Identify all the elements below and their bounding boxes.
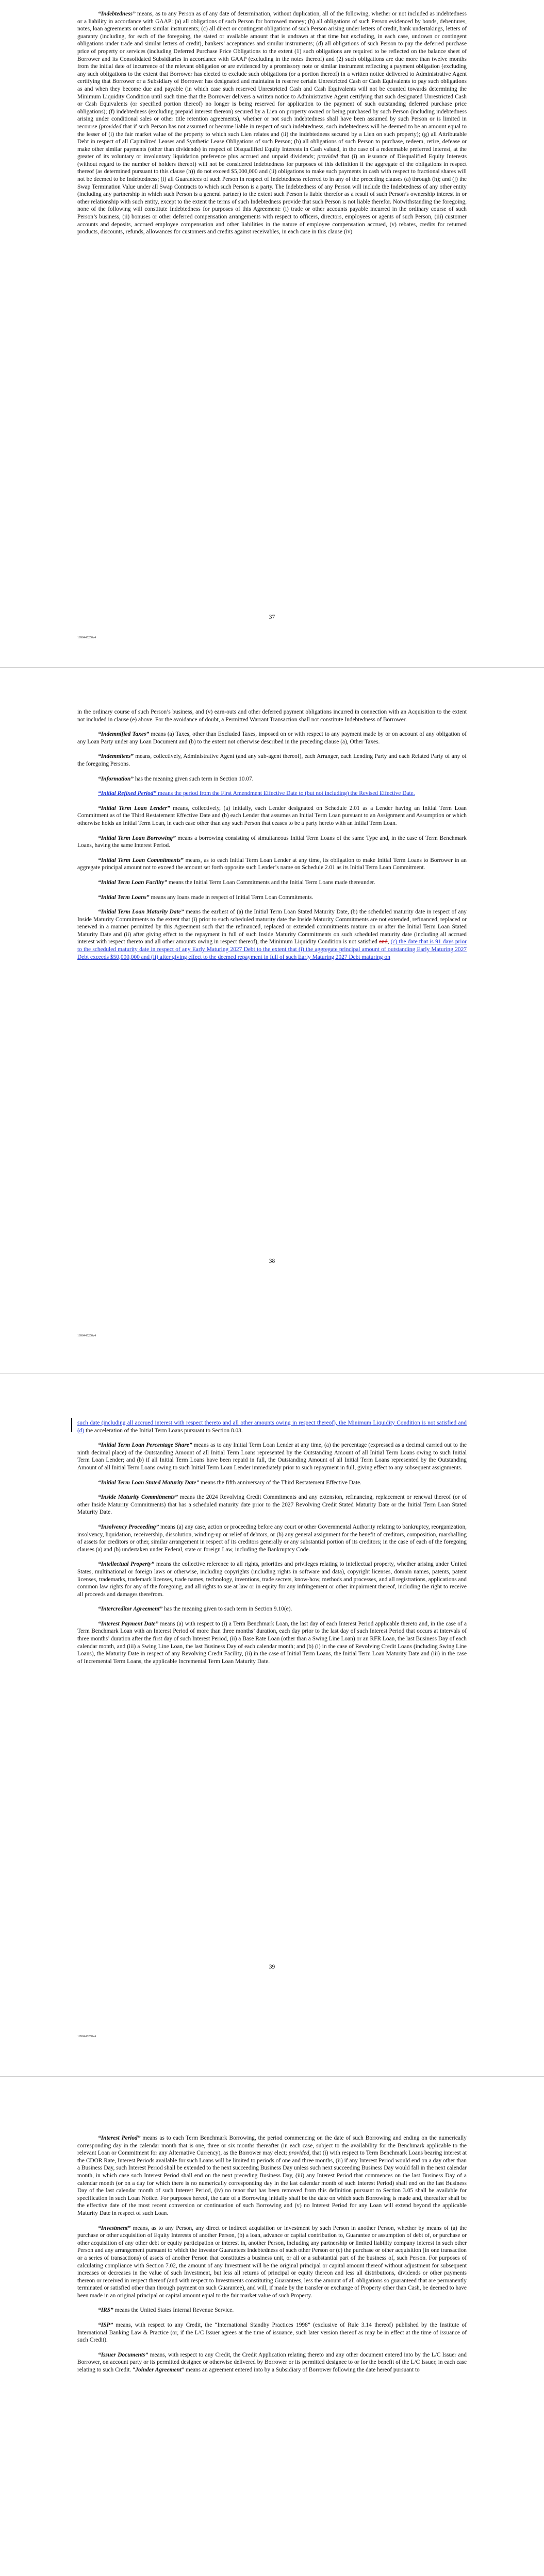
defined-term: “Investment” bbox=[98, 2225, 131, 2231]
document-id: 1990445250v4 bbox=[77, 1334, 96, 1337]
text-run: means, as to each Initial Term Loan Lender at any time, its obligation to make Initial Term Loans to Borrower in an aggregate principal amount not to exceed the amount set forth opposite such Lender’s name on Schedule 2.01 as its Initial Term Loan Commitment. bbox=[77, 857, 467, 871]
text-run: means any loans made in respect of Initial Term Loan Commitments. bbox=[149, 894, 314, 901]
defined-term: “Intercreditor Agreement” bbox=[98, 1606, 163, 1613]
paragraph bbox=[77, 1561, 467, 1598]
defined-term: “Initial Term Loan Maturity Date” bbox=[98, 909, 184, 916]
page-text bbox=[77, 1419, 467, 1672]
defined-term: “Initial Term Loan Facility” bbox=[98, 879, 168, 886]
defined-term: Joinder Agreement bbox=[135, 2367, 182, 2374]
defined-term: “Initial Term Loan Borrowing” bbox=[98, 835, 176, 841]
defined-term: “Interest Period” bbox=[98, 2135, 141, 2141]
paragraph bbox=[77, 790, 467, 798]
text-run: means the earliest of (a) the Initial Term Loan Stated Maturity Date, (b) the scheduled maturity date in respect of any Inside Maturity Commitments to the extent that (i) prior to such scheduled maturity date the Inside Maturity Commitments are not extended, refinanced, replaced or renewed in a manner permitted by this Agreement such that the refinanced, replaced or extended commitments mature on or after the Initial Term Loan Stated Maturity Date and (ii) after giving effect to the repayment in full of such Inside Maturity Commitments on such scheduled maturity date (including all accrued interest with respect thereto and all other amounts owing in respect thereof), the Minimum Liquidity Condition is not satisfied bbox=[77, 909, 467, 945]
paragraph bbox=[77, 879, 467, 887]
text-run: means, with respect to any Credit, the “International Standby Practices 1998” (exclusive of Rule 3.14 thereof) published by the Institute of International Banking Law & Practice (or, if the L/C Issuer agrees at the time of issuance, such later version thereof as may be in effect at the time of issuance of such Credit). bbox=[77, 2322, 467, 2344]
page-text bbox=[77, 708, 467, 968]
text-run: provided bbox=[288, 2150, 309, 2157]
defined-term: “Insolvency Proceeding” bbox=[98, 1523, 159, 1530]
defined-term: “Initial Term Loan Stated Maturity Date” bbox=[98, 1479, 200, 1486]
paragraph bbox=[77, 10, 467, 236]
paragraph bbox=[77, 805, 467, 827]
text-run: means, as to any Person as of any date of determination, without duplication, all of the following, whether or not included as indebtedness or a liability in accordance with GAAP: (a) all obligations of such Person for borrowed money; (b) all obligations of such Person evidenced by bonds, debentures, notes, loan agreements or other similar instruments; (c) all direct or contingent obligations of such Person arising under letters of credit, bank undertakings, letters of guaranty (including, for each of the foregoing, the stated or available amount that is undrawn at that time but excluding, in each case, undrawn or contingent obligations under trade and similar letters of credit), bankers’ acceptances and similar instruments; (d) all obligations of such Person to pay the deferred purchase price of property or services (including Deferred Purchase Price Obligations to the extent (1) such obligations are required to be reflected on the balance sheet of Borrower and its Consolidated Subsidiaries in accordance with GAAP (excluding in the notes thereof) and (2) such obligations are due more than twelve months from the initial date of incurrence of the relevant obligation or are evidenced by a promissory note or similar instrument reflecting a payment obligation (excluding any such obligations to the extent that Borrower has elected to exclude such obligations (or a portion thereof) in a written notice delivered to Administrative Agent certifying that Borrower or a Subsidiary of Borrower has designated and maintains in reserve certain Unrestricted Cash or Cash Equivalents to pay such obligations as and when they become due and payable (in which case such reserved Unrestricted Cash and Cash Equivalents will not be counted towards determining the Minimum Liquidity Condition until such time that the Borrower delivers a written notice to Administrative Agent certifying that such designated Unrestricted Cash or Cash Equivalents (or specified portion thereof) no longer is being reserved for application to the payment of such outstanding deferred purchase price obligations); (f) indebtedness (excluding prepaid interest thereon) secured by a Lien on property owned or being purchased by such Person (including indebtedness arising under conditional sales or other title retention agreements), whether or not such indebtedness shall have been assumed by such Person or is limited in recourse ( bbox=[77, 11, 467, 130]
text-run: provided bbox=[317, 154, 338, 160]
text-run: in the ordinary course of such Person’s business, and (v) earn-outs and other deferred payment obligations incurred in connection with an Acquisition to the extent not included in clause (e) above. For the avoidance of doubt, a Permitted Warrant Transaction shall not constitute Indebtedness of Borrower. bbox=[77, 709, 467, 723]
paragraph bbox=[77, 908, 467, 961]
text-run: means the collective reference to all rights, priorities and privileges relating to intellectual property, whether arising under United States, multinational or foreign laws or otherwise, including copyrights (including rights in software and data), copyright licenses, domain names, patents, patent licenses, trademarks, trademark licenses, trade names, technology, inventions, trade secrets, know-how, methods and processes, and all registrations, applications and common law rights for any of the foregoing, and all rights to sue at law or in equity for any infringement or other impairment thereof, including the right to receive all proceeds and damages therefrom. bbox=[77, 1561, 467, 1598]
paragraph bbox=[77, 753, 467, 768]
text-run: provided bbox=[101, 123, 122, 130]
paragraph bbox=[77, 2321, 467, 2344]
text-run: has the meaning given to such term in Section 9.10(e). bbox=[162, 1606, 292, 1613]
page-37 bbox=[0, 0, 544, 703]
defined-term: “IRS” bbox=[98, 2307, 113, 2314]
defined-term: “Issuer Documents” bbox=[98, 2351, 149, 2358]
text-run: , bbox=[387, 939, 391, 945]
text-run: has the meaning given such term in Section 10.07. bbox=[134, 775, 254, 782]
text-run: means as to each Term Benchmark Borrowing, the period commencing on the date of such Borrowing and ending on the numerically corresponding day in the calendar month that is one, three or six months thereafter (in each case, subject to the availability for the Benchmark applicable to the relevant Loan or Commitment for any Alternative Currency), as the Borrower may elect; bbox=[77, 2135, 467, 2157]
text-run: ” means an agreement entered into by a Subsidiary of Borrower following the date hereof pursuant to bbox=[182, 2367, 420, 2374]
text-run: the acceleration of the Initial Term Loans pursuant to Section 8.03. bbox=[84, 1427, 243, 1434]
text-run: means, collectively, Administrative Agent (and any sub-agent thereof), each Arranger, each Lending Party and each Related Party of any of the foregoing Persons. bbox=[77, 753, 467, 767]
page-separator bbox=[0, 2076, 544, 2077]
page-number: 37 bbox=[269, 614, 275, 620]
text-run: means the fifth anniversary of the Third Restatement Effective Date. bbox=[199, 1479, 362, 1486]
text-run: that (i) an issuance of Disqualified Equity Interests (without regard to the number of holders thereof) will not be considered Indebtedness for purposes of this definition if the aggregate of the obligations in respect thereof (as determined pursuant to this clause (h)) do not exceed $5,000,000 and (ii) obligations to make such payments in cash with respect to fractional shares will not be deemed to be Indebtedness; (i) all Guarantees of such Person in respect of Indebtedness referred to in any of the preceding clauses (a) through (h); and (j) the Swap Termination Value under all Swap Contracts to which such Person is a party. The Indebtedness of any Person will include the Indebtedness of any other entity (including any partnership in which such Person is a general partner) to the extent such Person is liable therefor as a result of such Person’s ownership interest in or other relationship with such entity, except to the extent the terms of such Indebtedness provide that such Person is not liable therefor. Notwithstanding the foregoing, none of the following will constitute Indebtedness for purposes of this Agreement: (i) trade or other accounts payable incurred in the ordinary course of such Person’s business, (ii) bonuses or other deferred compensation arrangements with respect to officers, directors, employees or agents of such Person, (iii) customer accounts and deposits, accrued employee compensation and other liabilities in the nature of employee compensation accrued, (v) rebates, credits for returned products, discounts, refunds, allowances for customers and credits against receivables, in each case in this clause (iv) bbox=[77, 154, 467, 235]
paragraph bbox=[77, 1442, 467, 1471]
paragraph bbox=[77, 1419, 467, 1434]
paragraph bbox=[77, 1494, 467, 1516]
page-text bbox=[77, 10, 467, 243]
defined-term: “Initial Term Loan Lender” bbox=[98, 805, 170, 811]
paragraph bbox=[77, 708, 467, 723]
defined-term: “Indemnified Taxes” bbox=[98, 731, 150, 738]
text-run: means, with respect to any Credit, the Credit Application relating thereto and any other document entered into by the L/C Issuer and Borrower, on account party or its permitted designee or otherwise delivered by Borrower or its permitted designee to or for the benefit of the L/C Issuer, in each case relating to such Credit. “ bbox=[77, 2351, 467, 2374]
inserted-text: such date (including all accrued interest with respect thereto and all other amounts owing in respect thereof), the Minimum Liquidity Condition is not satisfied and (d) bbox=[77, 1420, 467, 1434]
text-run: means (a) any case, action or proceeding before any court or other Governmental Authority relating to bankruptcy, reorganization, insolvency, liquidation, receivership, dissolution, winding-up or relief of debtors, or (b) any general assignment for the benefit of creditors, composition, marshalling of assets for creditors or other, similar arrangement in respect of its creditors generally or any substantial portion of its creditors; in the case of each of the foregoing clauses (a) and (b) undertaken under Federal, state or foreign Law, including the Bankruptcy Code. bbox=[77, 1523, 467, 1553]
page-38 bbox=[0, 703, 544, 1406]
defined-term: “Indemnitees” bbox=[98, 753, 134, 760]
page-separator bbox=[0, 667, 544, 668]
page-separator bbox=[0, 1373, 544, 1374]
defined-term: “Intellectual Property” bbox=[98, 1561, 155, 1568]
page-39 bbox=[0, 1406, 544, 2110]
text-run: means (a) Taxes, other than Excluded Taxes, imposed on or with respect to any payment made by or on account of any obligation of any Loan Party under any Loan Document and (b) to the extent not otherwise described in the preceding clause (a), Other Taxes. bbox=[77, 731, 467, 745]
text-run: means the Initial Term Loan Commitments and the Initial Term Loans made thereunder. bbox=[167, 879, 375, 886]
defined-term: “Initial Refixed Period” bbox=[98, 790, 157, 797]
paragraph bbox=[77, 2351, 467, 2374]
paragraph bbox=[77, 1620, 467, 1666]
text-run: means (a) with respect to (i) a Term Benchmark Loan, the last day of each Interest Period applicable thereto and, in the case of a Term Benchmark Loan with an Interest Period of more than three months’ duration, each day prior to the last day of such Interest Period that occurs at intervals of three months’ duration after the first day of such Interest Period, (ii) a Base Rate Loan (other than a Swing Line Loan) or an RFR Loan, the last Business Day of each calendar month, and (iii) a Swing Line Loan, the last Business Day of each calendar month; and (b) (i) in the case of Revolving Credit Loans (including Swing Line Loans), the Maturity Date in respect of any Revolving Credit Facility, (ii) in the case of Initial Term Loans, the Initial Term Loan Maturity Date and (iii) in the case of Incremental Term Loans, the applicable Incremental Term Loan Maturity Date. bbox=[77, 1620, 467, 1665]
page-number: 38 bbox=[269, 1258, 275, 1264]
paragraph bbox=[77, 731, 467, 745]
text-run: means a borrowing consisting of simultaneous Initial Term Loans of the same Type and, in the case of Term Benchmark Loans, having the same Interest Period. bbox=[77, 835, 467, 849]
document-id: 1990445250v4 bbox=[77, 636, 96, 639]
text-run: means the 2024 Revolving Credit Commitments and any extension, refinancing, replacement or renewal thereof (or of other Inside Maturity Commitments) that has a scheduled maturity date prior to the 2027 Revolving Credit Stated Maturity Date or the Initial Term Loan Stated Maturity Date. bbox=[77, 1494, 467, 1516]
text-run: means as to any Initial Term Loan Lender at any time, (a) the percentage (expressed as a decimal carried out to the ninth decimal place) of the Outstanding Amount of all Initial Term Loans represented by the Outstanding Amount of all Initial Term Loans owing to such Initial Term Loan Lender; and (b) if all Initial Term Loans have been repaid in full, the Outstanding Amount of all Initial Term Loans represented by the Outstanding Amount of all Initial Term Loans owing to such Initial Term Loan Lender immediately prior to such repayment in full, giving effect to any subsequent assignments. bbox=[77, 1442, 467, 1471]
paragraph bbox=[77, 835, 467, 850]
text-run: that if such Person has not assumed or become liable in respect of such indebtedness, such indebtedness will be deemed to be an amount equal to the lesser of (i) the fair market value of the property to which such Lien relates and (ii) the indebtedness secured by a Lien on such property); (g) all Attributable Debt in respect of all Capitalized Leases and Synthetic Lease Obligations of such Person; (h) all obligations of such Person to purchase, redeem, retire, defease or make other similar payments (other than dividends) in respect of Disqualified Equity Interests in Cash valued, in the case of a redeemable preferred interest, at the greater of its voluntary or involuntary liquidation preference plus accrued and unpaid dividends; bbox=[77, 123, 467, 160]
inserted-text: means the period from the First Amendment Effective Date to (but not including) the Revised Effective Date. bbox=[156, 790, 415, 797]
defined-term: “Initial Term Loan Commitments” bbox=[98, 857, 184, 863]
defined-term: “Interest Payment Date” bbox=[98, 1620, 159, 1627]
paragraph bbox=[77, 775, 467, 783]
paragraph bbox=[77, 857, 467, 872]
paragraph bbox=[77, 1523, 467, 1553]
document-id: 1990445250v4 bbox=[77, 2035, 96, 2038]
paragraph bbox=[77, 2225, 467, 2300]
deleted-text: and bbox=[379, 939, 388, 945]
text-run: means the United States Internal Revenue Service. bbox=[113, 2307, 234, 2314]
paragraph bbox=[77, 1605, 467, 1613]
paragraph bbox=[77, 1479, 467, 1487]
page-text bbox=[77, 2134, 467, 2381]
defined-term: “Initial Term Loan Percentage Share” bbox=[98, 1442, 192, 1449]
inserted-text: (c) the date that is 91 days prior to the scheduled maturity date in respect of any Early Maturing 2027 Debt to the extent that (i) the aggregate principal amount of outstanding Early Maturing 2027 Debt exceeds $50,000,000 and (ii) after giving effect to the deemed repayment in full of such Early Maturing 2027 Debt maturing on bbox=[77, 939, 467, 960]
change-bar bbox=[71, 1418, 72, 1432]
paragraph bbox=[77, 894, 467, 902]
paragraph bbox=[77, 2307, 467, 2314]
paragraph bbox=[77, 2134, 467, 2217]
defined-term: “Initial Term Loans” bbox=[98, 894, 150, 901]
text-run: means, collectively, (a) initially, each Lender designated on Schedule 2.01 as a Lender having an Initial Term Loan Commitment as of the Third Restatement Effective Date and (b) each Lender that assumes an Initial Term Loan pursuant to an Assignment and Assumption or which otherwise holds an Initial Term Loan, in each case other than any such Person that ceases to be a party hereto with an Initial Term Loan. bbox=[77, 805, 467, 826]
text-run: , that (i) with respect to Term Benchmark Loans bearing interest at the CDOR Rate, Interest Periods available for such Loans will be limited to periods of one and three months, (ii) if any Interest Period would end on a day other than a Business Day, such Interest Period shall be extended to the next succeeding Business Day unless such next succeeding Business Day would fall in the next calendar month, in which case such Interest Period shall end on the next preceding Business Day, (iii) any Interest Period that commences on the last Business Day of a calendar month (or on a day for which there is no numerically corresponding day in the last calendar month of such Interest Period) shall end on the last Business Day of the last calendar month of such Interest Period, (iv) no tenor that has been removed from this definition pursuant to Section 3.05 shall be available for specification in such Loan Notice. For purposes hereof, the date of a Borrowing initially shall be the date on which such Borrowing is made and, thereafter shall be the effective date of the most recent conversion or continuation of such Borrowing and (v) no Interest Period for any Loan will extend beyond the applicable Maturity Date in respect of such Loan. bbox=[77, 2150, 467, 2216]
defined-term: “Inside Maturity Commitments” bbox=[98, 1494, 178, 1501]
defined-term: “Information” bbox=[98, 775, 134, 782]
defined-term: “ISP” bbox=[98, 2322, 113, 2329]
defined-term: “Indebtedness” bbox=[98, 11, 136, 17]
page-number: 39 bbox=[269, 1964, 275, 1970]
page-40 bbox=[0, 2110, 544, 2576]
text-run: means, as to any Person, any direct or indirect acquisition or investment by such Person in another Person, whether by means of (a) the purchase or other acquisition of Equity Interests of another Person, (b) a loan, advance or capital contribution to, Guarantee or assumption of debt of, or purchase or other acquisition of any other debt or equity participation or interest in, another Person, including any partnership or limited liability company interest in such other Person and any arrangement pursuant to which the investor Guarantees Indebtedness of such other Person or (c) the purchase or other acquisition (in one transaction or a series of transactions) of assets of another Person that constitutes a business unit, or all or a substantial part of the business of, such Person. For purposes of calculating compliance with Section 7.02, the amount of any Investment will be the original principal or capital amount thereof without adjustment for subsequent increases or decreases in the value of such Investment, but less all returns of principal or equity thereon and less all distributions, dividends or other payments thereon or received in respect thereof (and with respect to Investments constituting Guarantees, less the amount of all obligations so guaranteed that are permanently terminated or satisfied other than through payment on such Guarantee), and will, if made by the transfer or exchange of Property other than Cash, be deemed to have been made in an original principal or capital amount equal to the fair market value of such Property. bbox=[77, 2225, 467, 2299]
